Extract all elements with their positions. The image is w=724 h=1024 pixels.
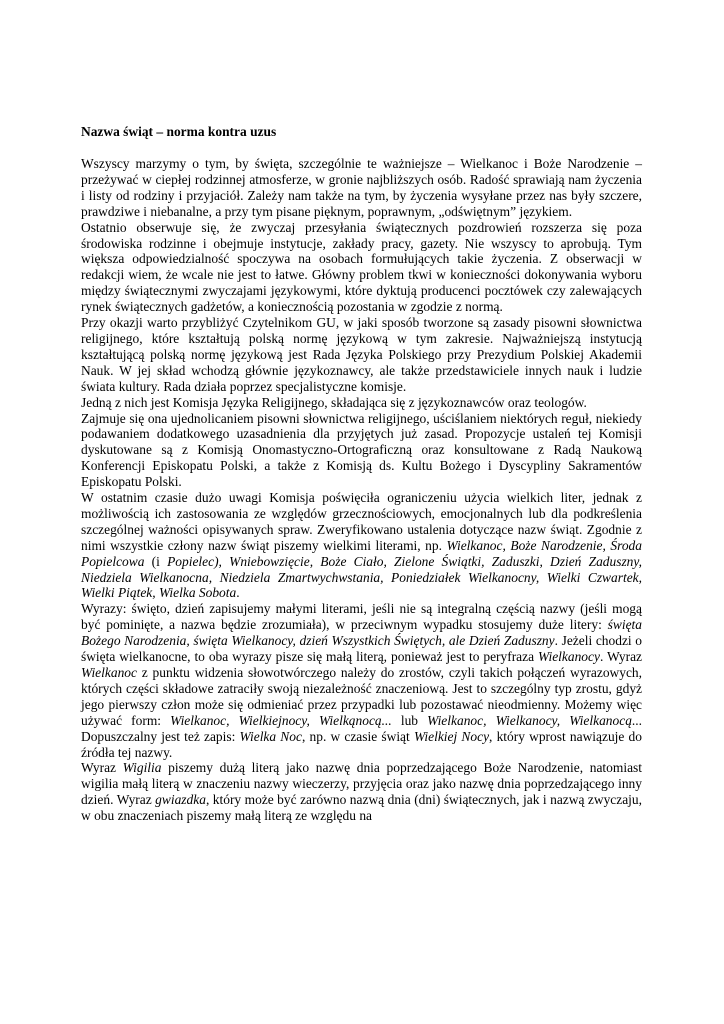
text-run: Przy okazji warto przybliżyć Czytelnikom GU, w jaki sposób tworzone są zasady pisowni słownictwa religijnego, które kształtują polską normę językową w tym zakresie. Najważniejszą instytucją kształtującą polską normę językową jest Rada Języka Polskiego przy Prezydium Polskiej Akademii Nauk. W jej skład wchodzą głównie językoznawcy, ale także przedstawiciele innych nauk i ludzie świata kultury. Rada działa poprzez specjalistyczne komisje.: [81, 315, 642, 394]
document-title: Nazwa świąt – norma kontra uzus: [81, 124, 277, 139]
text-run: . Wyraz: [599, 649, 642, 665]
text-run: lub: [391, 712, 428, 728]
text-run: piszemy dużą literą jako nazwę dnia poprzedzającego Boże Narodzenie, natomiast wigilia małą literą w znaczeniu nazwy wieczerzy, przyjęcia oraz jako nazwę dnia poprzedzającego inny dzień. Wyraz: [81, 760, 642, 808]
text-run: W ostatnim czasie dużo uwagi Komisja poświęciła ograniczeniu użycia wielkich liter, jednak z możliwością ich zastosowania ze względów grzecznościowych, emocjonalnych lub dla podkreślenia szczególnej ważności opisywanych spraw. Zweryfikowano ustalenia dotyczące nazw świąt. Zgodnie z nimi wszystkie człony nazw świąt piszemy wielkimi literami, np.: [81, 490, 642, 553]
italic-text-run: Wigilia: [122, 760, 162, 776]
text-run: . Jeżeli chodzi o święta wielkanocne, to oba wyrazy pisze się małą literą, ponieważ jest to peryfraza: [81, 633, 642, 665]
text-run: Wyraz: [81, 760, 123, 776]
paragraph: [81, 220, 642, 315]
text-run: , który może być zarówno nazwą dnia (dni) świątecznych, jak i nazwą zwyczaju, w obu znaczeniach piszemy małą literą ze względu na: [81, 792, 642, 824]
paragraph: [81, 601, 642, 760]
italic-text-run: Wielkiej Nocy: [413, 728, 490, 744]
text-run: Zajmuje się ona ujednolicaniem pisowni słownictwa religijnego, uściślaniem niektórych reguł, niekiedy podawaniem dodatkowego uzasadnienia dla przyjętych już zasad. Propozycje ustaleń tej Komisji dyskutowane są z Komisją Onomastyczno-Ortograficzną oraz konsultowane z Radą Naukową Konferencji Episkopatu Polski, a także z Komisją ds. Kultu Bożego i Dyscypliny Sakramentów Episkopatu Polski.: [81, 410, 642, 490]
italic-text-run: gwiazdka: [155, 792, 206, 808]
italic-text-run: Wielkanoc, Boże Narodzenie, Środa Popielcowa: [81, 537, 642, 569]
text-run: Wszyscy marzymy o tym, by święta, szczególnie te ważniejsze – Wielkanoc i Boże Narodzenie – przeżywać w ciepłej rodzinnej atmosferze, w gronie najbliższych osób. Radość sprawiają nam życzenia i listy od rodziny i przyjaciół. Zależy nam także na tym, by życzenia wysyłane przez nas były szczere, prawdziwe i niebanalne, a przy tym pisane pięknym, poprawnym, „odświętnym” językiem.: [81, 156, 642, 219]
text-run: , np. w czasie świąt: [301, 728, 414, 744]
paragraph: [81, 490, 642, 601]
document-page: [81, 124, 642, 824]
text-run: .: [236, 585, 240, 601]
text-run: Wyrazy: święto, dzień zapisujemy małymi literami, jeśli nie są integralną częścią nazwy (jeśli mogą być pominięte, a nazwa będzie zrozumiała), w przeciwnym wypadku stosujemy duże litery:: [81, 601, 642, 633]
italic-text-run: Wielkanoc, Wielkiejnocy, Wielkąnocą...: [170, 712, 392, 728]
paragraph: [81, 411, 642, 491]
text-run: , który wprost nawiązuje do źródła tej nazwy.: [81, 728, 642, 760]
italic-text-run: święta Bożego Narodzenia, święta Wielkanocy, dzień Wszystkich Świętych, ale Dzień Zaduszny: [81, 617, 642, 649]
paragraph: [81, 760, 642, 824]
italic-text-run: Wielka Noc: [239, 728, 302, 744]
paragraph: [81, 156, 642, 220]
text-run: Jedną z nich jest Komisja Języka Religijnego, składająca się z językoznawców oraz teologów.: [81, 394, 587, 410]
italic-text-run: Popielec), Wniebowzięcie, Boże Ciało, Zielone Świątki, Zaduszki, Dzień Zaduszny, Niedziela Wielkanocna, Niedziela Zmartwychwstania, Poniedziałek Wielkanocny, Wielki Czwartek, Wielki Piątek, Wielka Sobota: [81, 553, 642, 601]
text-run: (i: [144, 553, 168, 569]
document-body: [81, 156, 642, 824]
paragraph: [81, 395, 642, 411]
italic-text-run: Wielkanoc: [81, 665, 137, 680]
text-run: Ostatnio obserwuje się, że zwyczaj przesyłania świątecznych pozdrowień rozszerza się poza środowiska rodzinne i obejmuje instytucje, zakłady pracy, gazety. Nie wszyscy to aprobują. Tym większa odpowiedzialność spoczywa na osobach formułujących takie życzenia. Z obserwacji w redakcji wiem, że wcale nie jest to łatwe. Główny problem tkwi w konieczności dokonywania wyboru między świątecznymi zwyczajami językowymi, które dyktują producenci pocztówek czy zalewających rynek świątecznych gadżetów, a koniecznością pozostania w zgodzie z normą.: [81, 219, 642, 315]
paragraph: [81, 315, 642, 395]
text-run: z punktu widzenia słowotwórczego należy do zrostów, czyli takich połączeń wyrazowych, których części składowe zatraciły swoją niezależność znaczeniową. Jest to szczególny typ zrostu, gdyż jego pierwszy człon może się odmieniać przez przypadki lub pozostawać nieodmienny. Możemy więc używać form:: [81, 665, 642, 728]
italic-text-run: Wielkanoc, Wielkanocy, Wielkanocą: [427, 712, 632, 728]
italic-text-run: Wielkanocy: [538, 649, 600, 665]
text-run: ... Dopuszczalny jest też zapis:: [81, 712, 642, 744]
